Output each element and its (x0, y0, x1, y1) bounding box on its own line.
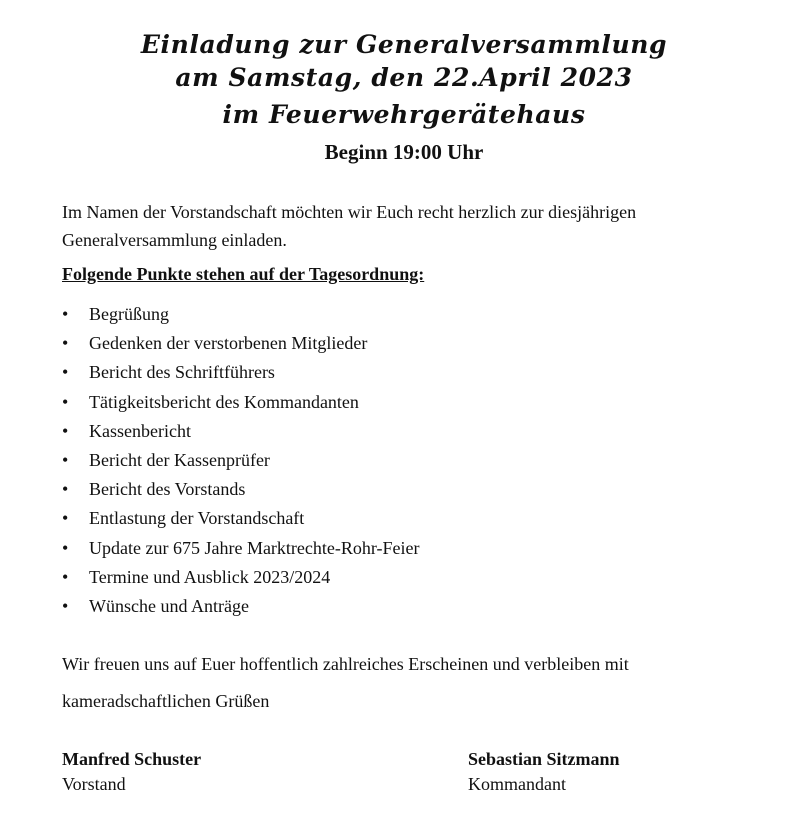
agenda-item-label: Kassenbericht (89, 420, 191, 441)
signature-chairman (62, 747, 201, 797)
start-time: Beginn 19:00 Uhr (324, 140, 484, 164)
agenda-item-label: Bericht der Kassenprüfer (89, 449, 270, 470)
agenda-item-label: Tätigkeitsbericht des Kommandanten (89, 391, 359, 412)
title-line-3: im Feuerwehrgerätehaus (222, 100, 586, 129)
bullet-icon: • (62, 391, 69, 412)
signature-role: Vorstand (62, 774, 126, 794)
agenda-item (62, 329, 420, 358)
agenda-item (62, 475, 420, 504)
agenda-item (62, 534, 420, 563)
agenda-heading: Folgende Punkte stehen auf der Tagesordnung: (62, 264, 425, 284)
agenda-item-label: Bericht des Vorstands (89, 479, 246, 500)
intro-paragraph (62, 198, 636, 254)
agenda-list (62, 300, 420, 621)
agenda-item-label: Entlastung der Vorstandschaft (89, 508, 305, 529)
closing-line: kameradschaftlichen Grüßen (62, 691, 270, 711)
agenda-item (62, 446, 420, 475)
signature-commander (468, 747, 620, 797)
agenda-item (62, 388, 420, 417)
agenda-item (62, 563, 420, 592)
agenda-item (62, 592, 420, 621)
bullet-icon: • (62, 537, 69, 558)
intro-line: Im Namen der Vorstandschaft möchten wir Euch recht herzlich zur diesjährigen (62, 202, 637, 222)
agenda-item (62, 358, 420, 387)
agenda-item (62, 504, 420, 533)
agenda-item-label: Begrüßung (89, 304, 169, 324)
agenda-item (62, 300, 420, 329)
bullet-icon: • (62, 304, 69, 324)
agenda-item-label: Bericht des Schriftführers (89, 362, 275, 383)
closing-line: Wir freuen uns auf Euer hoffentlich zahlreiches Erscheinen und verbleiben mit (62, 654, 629, 674)
signature-name: Manfred Schuster (62, 749, 202, 769)
bullet-icon: • (62, 362, 69, 383)
title-line-1: Einladung zur Generalversammlung (140, 30, 668, 59)
agenda-item-label: Wünsche und Anträge (89, 595, 249, 616)
bullet-icon: • (62, 479, 69, 500)
agenda-item-label: Gedenken der verstorbenen Mitglieder (89, 333, 368, 354)
agenda-item (62, 417, 420, 446)
closing-paragraph (62, 646, 629, 720)
bullet-icon: • (62, 333, 69, 354)
bullet-icon: • (62, 595, 69, 616)
title-line-2: am Samstag, den 22.April 2023 (175, 63, 633, 92)
intro-line: Generalversammlung einladen. (62, 230, 287, 250)
signature-role: Kommandant (468, 774, 566, 794)
signature-name: Sebastian Sitzmann (468, 749, 620, 769)
agenda-item-label: Update zur 675 Jahre Marktrechte-Rohr-Feier (89, 537, 420, 558)
bullet-icon: • (62, 566, 69, 587)
bullet-icon: • (62, 449, 69, 470)
agenda-item-label: Termine und Ausblick 2023/2024 (89, 566, 331, 587)
bullet-icon: • (62, 420, 69, 441)
bullet-icon: • (62, 508, 69, 529)
